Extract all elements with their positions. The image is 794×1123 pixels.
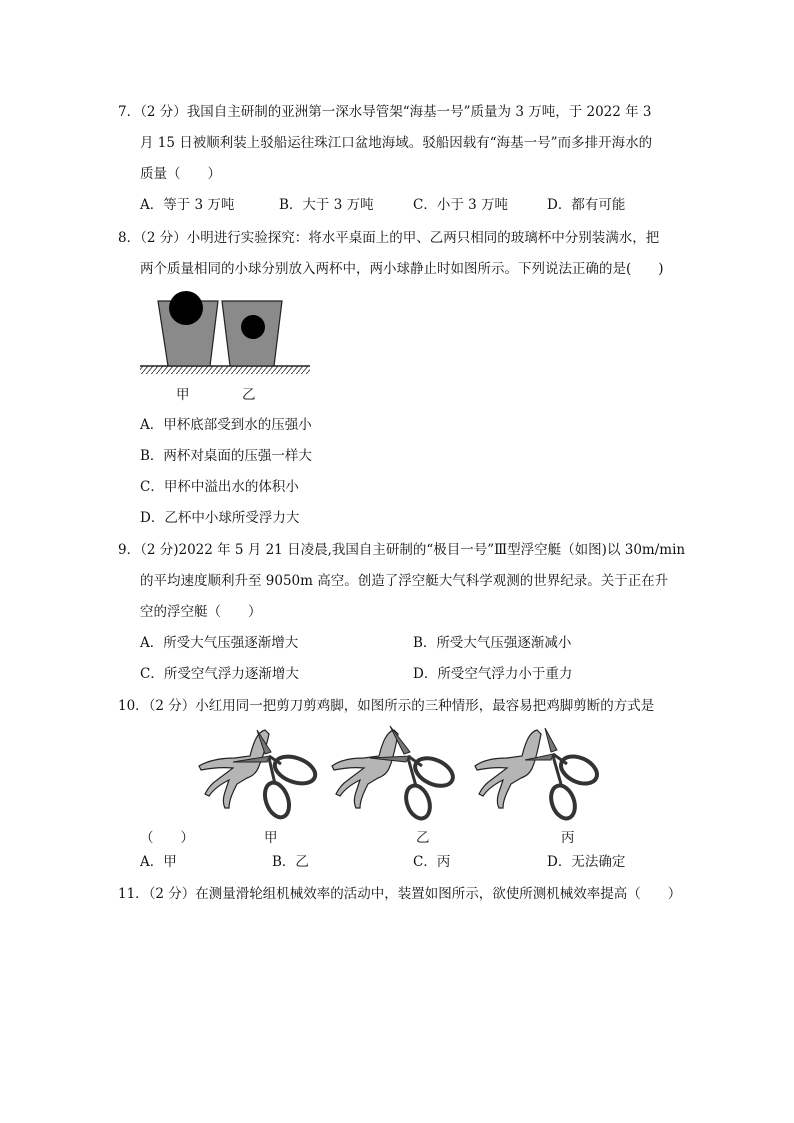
q7-option-d[interactable]: D．都有可能 xyxy=(547,197,626,213)
q9-line-1: 9．（2 分)2022 年 5 月 21 日凌晨,我国自主研制的“极目一号”Ⅲ型浮空艇（如图)以 30m/min xyxy=(118,542,686,558)
q8-option-d[interactable]: D．乙杯中小球所受浮力大 xyxy=(140,510,300,526)
q9-line-2: 的平均速度顺利升至 9050m 高空。创造了浮空艇大气科学观测的世界纪录。关于正在升 xyxy=(140,573,669,589)
q10-option-d[interactable]: D．无法确定 xyxy=(547,854,626,870)
q8-cups-figure xyxy=(138,288,318,380)
q10-option-c[interactable]: C．丙 xyxy=(413,854,451,870)
q9-option-d[interactable]: D．所受空气浮力小于重力 xyxy=(413,666,573,682)
q8-ball-yi xyxy=(241,315,265,339)
q9-line-3: 空的浮空艇（ ） xyxy=(140,604,262,620)
q9-option-b[interactable]: B．所受大气压强逐渐减小 xyxy=(413,635,572,651)
q8-ball-jia xyxy=(169,291,203,325)
q8-option-c[interactable]: C．甲杯中溢出水的体积小 xyxy=(140,479,299,495)
q10-figure-jia xyxy=(195,722,320,822)
q7-option-a[interactable]: A．等于 3 万吨 xyxy=(140,197,235,213)
q7-line-2: 月 15 日被顺利装上驳船运往珠江口盆地海域。驳船因载有“海基一号”而多排开海水的 xyxy=(140,135,653,151)
q10-answer-paren: （ ） xyxy=(140,830,194,846)
q9-option-a[interactable]: A．所受大气压强逐渐增大 xyxy=(140,635,299,651)
q7-option-b[interactable]: B．大于 3 万吨 xyxy=(279,197,374,213)
q8-option-b[interactable]: B．两杯对桌面的压强一样大 xyxy=(140,448,312,464)
q10-option-a[interactable]: A．甲 xyxy=(140,854,177,870)
q7-option-c[interactable]: C．小于 3 万吨 xyxy=(413,197,509,213)
q7-line-1: 7．（2 分）我国自主研制的亚洲第一深水导管架“海基一号”质量为 3 万吨，于 2022 年 3 xyxy=(118,104,652,120)
q8-line-2: 两个质量相同的小球分别放入两杯中，两小球静止时如图所示。下列说法正确的是( ) xyxy=(140,261,664,277)
q8-label-jia: 甲 xyxy=(176,387,190,403)
q10-label-jia: 甲 xyxy=(264,830,278,846)
q8-label-yi: 乙 xyxy=(242,387,256,403)
q8-option-a[interactable]: A．甲杯底部受到水的压强小 xyxy=(140,417,312,433)
q9-option-c[interactable]: C．所受空气浮力逐渐增大 xyxy=(140,666,299,682)
q10-option-b[interactable]: B．乙 xyxy=(272,854,309,870)
q10-figure-yi xyxy=(330,722,455,822)
q10-figure-bing xyxy=(473,722,598,822)
q8-line-1: 8．（2 分）小明进行实验探究：将水平桌面上的甲、乙两只相同的玻璃杯中分别装满水，把 xyxy=(118,230,660,246)
q10-label-yi: 乙 xyxy=(416,830,430,846)
q11-line-1: 11．（2 分）在测量滑轮组机械效率的活动中，装置如图所示，欲使所测机械效率提高（ ） xyxy=(118,886,682,902)
q10-line-1: 10．（2 分）小红用同一把剪刀剪鸡脚，如图所示的三种情形，最容易把鸡脚剪断的方式是 xyxy=(118,698,655,714)
q7-line-3: 质量（ ） xyxy=(140,166,221,182)
q10-label-bing: 丙 xyxy=(561,830,575,846)
